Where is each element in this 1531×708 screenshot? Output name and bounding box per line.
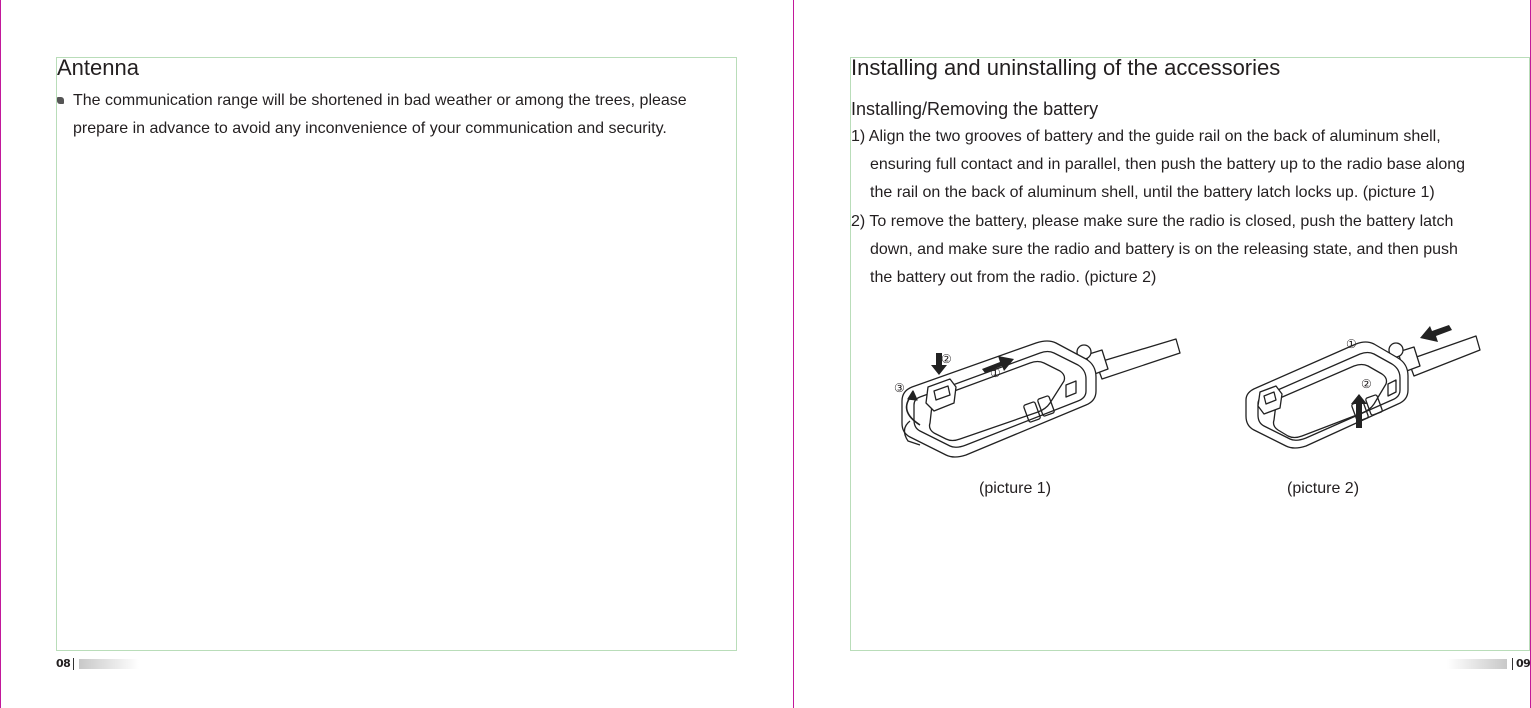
step-line-3: the rail on the back of aluminum shell, until the battery latch locks up. (picture 1) bbox=[870, 184, 1435, 201]
page-number-right: 09 bbox=[1516, 657, 1531, 670]
step-line-2: ensuring full contact and in parallel, then push the battery up to the radio base along bbox=[870, 156, 1466, 173]
fig2-callout-2: ② bbox=[1361, 377, 1372, 391]
step-line-6: the battery out from the radio. (picture 2) bbox=[870, 269, 1157, 286]
fig2-callout-1: ① bbox=[1346, 337, 1357, 351]
right-page-heading: Installing and uninstalling of the accessories bbox=[851, 55, 1281, 80]
picture-1-caption: (picture 1) bbox=[979, 480, 1052, 497]
page-number-separator-right bbox=[1512, 658, 1513, 670]
trim-line-left bbox=[0, 0, 1, 708]
left-page-heading: Antenna bbox=[57, 55, 139, 80]
fig1-callout-1: ① bbox=[990, 366, 1001, 380]
bullet-icon bbox=[57, 97, 64, 104]
fig1-callout-2: ② bbox=[941, 352, 952, 366]
step-line-5: down, and make sure the radio and battery is on the releasing state, and then push bbox=[870, 241, 1458, 258]
antenna-text-line-1: The communication range will be shortened in bad weather or among the trees, please bbox=[73, 92, 687, 109]
fig1-callout-3: ③ bbox=[894, 381, 905, 395]
page-number-bar-right bbox=[1447, 659, 1507, 669]
antenna-text-line-2: prepare in advance to avoid any inconvenience of your communication and security. bbox=[73, 120, 667, 137]
battery-subheading: Installing/Removing the battery bbox=[851, 99, 1099, 119]
page-number-separator-left bbox=[73, 658, 74, 670]
page-number-left: 08 bbox=[56, 657, 71, 670]
step-line-4: 2) To remove the battery, please make sure the radio is closed, push the battery latch bbox=[851, 213, 1454, 230]
left-page-frame bbox=[56, 57, 737, 651]
radio-battery-install-illustration bbox=[890, 325, 1180, 465]
step-line-1: 1) Align the two grooves of battery and the guide rail on the back of aluminum shell, bbox=[851, 128, 1441, 145]
trim-line-center bbox=[793, 0, 794, 708]
picture-2-caption: (picture 2) bbox=[1287, 480, 1360, 497]
page-number-bar-left bbox=[79, 659, 139, 669]
